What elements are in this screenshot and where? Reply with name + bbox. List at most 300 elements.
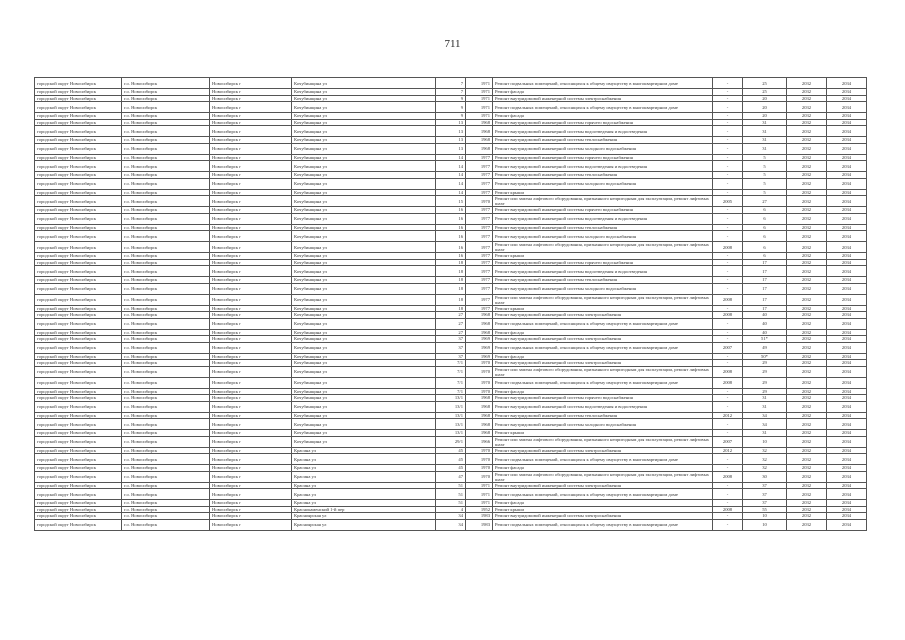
wear-cell: 6 xyxy=(743,231,787,242)
city-cell: Новосибирск г xyxy=(210,213,292,224)
city-cell: Новосибирск г xyxy=(210,102,292,113)
wear-cell: 6 xyxy=(743,213,787,224)
district-cell: г.о. Новосибирск xyxy=(122,143,210,154)
street-cell: Кочубинщина ул xyxy=(292,102,436,113)
last-repair-cell: - xyxy=(713,161,743,172)
city-cell: Новосибирск г xyxy=(210,519,292,530)
work-type-cell: Ремонт внутридомовой инженерной системы водоотведения и водоотведения xyxy=(493,161,713,172)
municipality-cell: городской округ Новосибирск xyxy=(35,95,122,102)
plan-end-cell: 2034 xyxy=(827,89,867,96)
district-cell: г.о. Новосибирск xyxy=(122,178,210,189)
street-cell: Кочубинщина ул xyxy=(292,172,436,179)
street-cell: Красина ул xyxy=(292,454,436,465)
plan-end-cell: 2034 xyxy=(827,102,867,113)
plan-end-cell: 2034 xyxy=(827,95,867,102)
district-cell: г.о. Новосибирск xyxy=(122,126,210,137)
city-cell: Новосибирск г xyxy=(210,500,292,507)
street-cell: Кочубинщина ул xyxy=(292,178,436,189)
street-cell: Кочубинщина ул xyxy=(292,266,436,277)
wear-cell: 27 xyxy=(743,196,787,207)
year-built-cell: 1971 xyxy=(466,78,493,89)
city-cell: Новосибирск г xyxy=(210,353,292,360)
plan-end-cell: 2034 xyxy=(827,342,867,353)
last-repair-cell: - xyxy=(713,259,743,266)
last-repair-cell: 2008 xyxy=(713,471,743,482)
year-built-cell: 1977 xyxy=(466,231,493,242)
plan-end-cell: 2034 xyxy=(827,266,867,277)
house-cell: 7 xyxy=(436,89,466,96)
house-cell: 51 xyxy=(436,500,466,507)
district-cell: г.о. Новосибирск xyxy=(122,395,210,402)
last-repair-cell: 2008 xyxy=(713,294,743,305)
city-cell: Новосибирск г xyxy=(210,419,292,430)
street-cell: Кочубинщина ул xyxy=(292,342,436,353)
work-type-cell: Ремонт подвальных помещений, относящихся к общему имуществу в многоквартирном доме xyxy=(493,78,713,89)
year-built-cell: 1977 xyxy=(466,294,493,305)
work-type-cell: Ремонт фасада xyxy=(493,113,713,120)
wear-cell: 49 xyxy=(743,342,787,353)
wear-cell: 37 xyxy=(743,500,787,507)
city-cell: Новосибирск г xyxy=(210,172,292,179)
wear-cell: 31 xyxy=(743,143,787,154)
city-cell: Новосибирск г xyxy=(210,154,292,161)
district-cell: г.о. Новосибирск xyxy=(122,342,210,353)
district-cell: г.о. Новосибирск xyxy=(122,412,210,419)
plan-start-cell: 2032 xyxy=(787,465,827,472)
table-row xyxy=(35,489,867,500)
work-type-cell: Ремонт внутридомовой инженерной системы водоотведения и водоотведения xyxy=(493,213,713,224)
street-cell: Кочубинщина ул xyxy=(292,253,436,260)
house-cell: 37 xyxy=(436,342,466,353)
house-cell: 14 xyxy=(436,154,466,161)
house-cell: 7 xyxy=(436,78,466,89)
plan-start-cell: 2032 xyxy=(787,318,827,329)
work-type-cell: Ремонт внутридомовой инженерной системы холодного водоснабжения xyxy=(493,231,713,242)
plan-end-cell: 2034 xyxy=(827,519,867,530)
house-cell: 16 xyxy=(436,242,466,253)
city-cell: Новосибирск г xyxy=(210,506,292,513)
last-repair-cell: - xyxy=(713,500,743,507)
district-cell: г.о. Новосибирск xyxy=(122,95,210,102)
plan-end-cell: 2034 xyxy=(827,178,867,189)
last-repair-cell: - xyxy=(713,454,743,465)
district-cell: г.о. Новосибирск xyxy=(122,482,210,489)
city-cell: Новосибирск г xyxy=(210,395,292,402)
street-cell: Кочубинщина ул xyxy=(292,395,436,402)
municipality-cell: городской округ Новосибирск xyxy=(35,500,122,507)
work-type-cell: Ремонт крыши xyxy=(493,189,713,196)
house-cell: 45 xyxy=(436,447,466,454)
year-built-cell: 1977 xyxy=(466,242,493,253)
table-row xyxy=(35,419,867,430)
last-repair-cell: 2012 xyxy=(713,412,743,419)
year-built-cell: 1968 xyxy=(466,119,493,126)
work-type-cell: Ремонт внутридомовой инженерной системы горячего водоснабжения xyxy=(493,259,713,266)
plan-start-cell: 2032 xyxy=(787,178,827,189)
municipality-cell: городской округ Новосибирск xyxy=(35,519,122,530)
plan-start-cell: 2032 xyxy=(787,454,827,465)
house-cell: 37 xyxy=(436,353,466,360)
plan-end-cell: 2034 xyxy=(827,353,867,360)
plan-start-cell: 2032 xyxy=(787,126,827,137)
work-type-cell: Ремонт крыши xyxy=(493,506,713,513)
table-row xyxy=(35,283,867,294)
wear-cell: 31 xyxy=(743,395,787,402)
last-repair-cell: - xyxy=(713,213,743,224)
city-cell: Новосибирск г xyxy=(210,312,292,319)
house-cell: 16 xyxy=(436,207,466,214)
plan-end-cell: 2034 xyxy=(827,489,867,500)
municipality-cell: городской округ Новосибирск xyxy=(35,447,122,454)
wear-cell: 25 xyxy=(743,78,787,89)
plan-start-cell: 2032 xyxy=(787,89,827,96)
municipality-cell: городской округ Новосибирск xyxy=(35,231,122,242)
district-cell: г.о. Новосибирск xyxy=(122,489,210,500)
plan-start-cell: 2032 xyxy=(787,161,827,172)
house-cell: 13 xyxy=(436,137,466,144)
street-cell: Кочубинщина ул xyxy=(292,353,436,360)
municipality-cell: городской округ Новосибирск xyxy=(35,465,122,472)
house-cell: 45 xyxy=(436,465,466,472)
table-row xyxy=(35,196,867,207)
last-repair-cell: 2007 xyxy=(713,436,743,447)
last-repair-cell: - xyxy=(713,388,743,395)
year-built-cell: 1968 xyxy=(466,318,493,329)
street-cell: Краснокаменский 1-й пер xyxy=(292,506,436,513)
last-repair-cell: - xyxy=(713,78,743,89)
plan-start-cell: 2032 xyxy=(787,366,827,377)
work-type-cell: Ремонт внутридомовой инженерной системы электроснабжения xyxy=(493,360,713,367)
work-type-cell: Ремонт или замена лифтового оборудования, признанного непригодным для эксплуатации, ремонт лифтовых шахт xyxy=(493,436,713,447)
district-cell: г.о. Новосибирск xyxy=(122,213,210,224)
district-cell: г.о. Новосибирск xyxy=(122,224,210,231)
work-type-cell: Ремонт крыши xyxy=(493,430,713,437)
city-cell: Новосибирск г xyxy=(210,412,292,419)
municipality-cell: городской округ Новосибирск xyxy=(35,137,122,144)
plan-start-cell: 2032 xyxy=(787,412,827,419)
plan-end-cell: 2034 xyxy=(827,242,867,253)
district-cell: г.о. Новосибирск xyxy=(122,253,210,260)
work-type-cell: Ремонт подвальных помещений, относящихся к общему имуществу в многоквартирном доме xyxy=(493,102,713,113)
work-type-cell: Ремонт или замена лифтового оборудования, признанного непригодным для эксплуатации, ремонт лифтовых шахт xyxy=(493,471,713,482)
house-cell: 14 xyxy=(436,172,466,179)
plan-start-cell: 2032 xyxy=(787,95,827,102)
house-cell: 37 xyxy=(436,336,466,343)
last-repair-cell: - xyxy=(713,137,743,144)
last-repair-cell: 2005 xyxy=(713,196,743,207)
district-cell: г.о. Новосибирск xyxy=(122,242,210,253)
wear-cell: 37 xyxy=(743,489,787,500)
city-cell: Новосибирск г xyxy=(210,95,292,102)
district-cell: г.о. Новосибирск xyxy=(122,447,210,454)
municipality-cell: городской округ Новосибирск xyxy=(35,513,122,520)
municipality-cell: городской округ Новосибирск xyxy=(35,207,122,214)
year-built-cell: 1977 xyxy=(466,178,493,189)
year-built-cell: 1977 xyxy=(466,213,493,224)
last-repair-cell: - xyxy=(713,253,743,260)
house-cell: 27 xyxy=(436,329,466,336)
work-type-cell: Ремонт внутридомовой инженерной системы теплоснабжения xyxy=(493,137,713,144)
work-type-cell: Ремонт внутридомовой инженерной системы теплоснабжения xyxy=(493,172,713,179)
wear-cell: 6 xyxy=(743,207,787,214)
work-type-cell: Ремонт фасада xyxy=(493,329,713,336)
last-repair-cell: - xyxy=(713,318,743,329)
table-row xyxy=(35,318,867,329)
wear-cell: 31 xyxy=(743,430,787,437)
district-cell: г.о. Новосибирск xyxy=(122,161,210,172)
street-cell: Кочубинщина ул xyxy=(292,419,436,430)
municipality-cell: городской округ Новосибирск xyxy=(35,329,122,336)
municipality-cell: городской округ Новосибирск xyxy=(35,78,122,89)
table-row xyxy=(35,242,867,253)
street-cell: Красина ул xyxy=(292,447,436,454)
district-cell: г.о. Новосибирск xyxy=(122,231,210,242)
year-built-cell: 1971 xyxy=(466,482,493,489)
year-built-cell: 1977 xyxy=(466,161,493,172)
district-cell: г.о. Новосибирск xyxy=(122,172,210,179)
work-type-cell: Ремонт подвальных помещений, относящихся к общему имуществу в многоквартирном доме xyxy=(493,454,713,465)
plan-start-cell: 2032 xyxy=(787,436,827,447)
year-built-cell: 1968 xyxy=(466,401,493,412)
municipality-cell: городской округ Новосибирск xyxy=(35,178,122,189)
last-repair-cell: 2008 xyxy=(713,366,743,377)
street-cell: Кочубинщина ул xyxy=(292,231,436,242)
municipality-cell: городской округ Новосибирск xyxy=(35,253,122,260)
wear-cell: 50* xyxy=(743,353,787,360)
plan-start-cell: 2032 xyxy=(787,242,827,253)
house-cell: 16 xyxy=(436,253,466,260)
municipality-cell: городской округ Новосибирск xyxy=(35,342,122,353)
plan-end-cell: 2034 xyxy=(827,126,867,137)
year-built-cell: 1969 xyxy=(466,353,493,360)
year-built-cell: 1969 xyxy=(466,342,493,353)
street-cell: Кочубинщина ул xyxy=(292,224,436,231)
wear-cell: 40 xyxy=(743,329,787,336)
street-cell: Кочубинщина ул xyxy=(292,89,436,96)
year-built-cell: 1970 xyxy=(466,366,493,377)
district-cell: г.о. Новосибирск xyxy=(122,78,210,89)
house-cell: 14 xyxy=(436,189,466,196)
street-cell: Кочубинщина ул xyxy=(292,161,436,172)
table-row xyxy=(35,102,867,113)
district-cell: г.о. Новосибирск xyxy=(122,336,210,343)
last-repair-cell: - xyxy=(713,419,743,430)
plan-end-cell: 2034 xyxy=(827,161,867,172)
plan-end-cell: 2034 xyxy=(827,513,867,520)
house-cell: 9 xyxy=(436,102,466,113)
municipality-cell: городской округ Новосибирск xyxy=(35,143,122,154)
last-repair-cell: - xyxy=(713,102,743,113)
plan-end-cell: 2034 xyxy=(827,454,867,465)
wear-cell: 29 xyxy=(743,388,787,395)
city-cell: Новосибирск г xyxy=(210,489,292,500)
last-repair-cell: - xyxy=(713,126,743,137)
municipality-cell: городской округ Новосибирск xyxy=(35,401,122,412)
street-cell: Кочубинщина ул xyxy=(292,412,436,419)
municipality-cell: городской округ Новосибирск xyxy=(35,336,122,343)
year-built-cell: 1971 xyxy=(466,500,493,507)
wear-cell: 5 xyxy=(743,189,787,196)
municipality-cell: городской округ Новосибирск xyxy=(35,353,122,360)
plan-start-cell: 2032 xyxy=(787,489,827,500)
street-cell: Кочубинщина ул xyxy=(292,430,436,437)
city-cell: Новосибирск г xyxy=(210,430,292,437)
plan-start-cell: 2032 xyxy=(787,172,827,179)
municipality-cell: городской округ Новосибирск xyxy=(35,266,122,277)
plan-start-cell: 2032 xyxy=(787,259,827,266)
street-cell: Кочубинщина ул xyxy=(292,95,436,102)
municipality-cell: городской округ Новосибирск xyxy=(35,224,122,231)
year-built-cell: 1971 xyxy=(466,95,493,102)
plan-end-cell: 2034 xyxy=(827,336,867,343)
year-built-cell: 1977 xyxy=(466,189,493,196)
year-built-cell: 1977 xyxy=(466,305,493,312)
house-cell: 13/1 xyxy=(436,419,466,430)
municipality-cell: городской округ Новосибирск xyxy=(35,318,122,329)
city-cell: Новосибирск г xyxy=(210,143,292,154)
last-repair-cell: 2008 xyxy=(713,377,743,388)
wear-cell: 5 xyxy=(743,161,787,172)
street-cell: Красноярская ул xyxy=(292,513,436,520)
year-built-cell: 1970 xyxy=(466,447,493,454)
street-cell: Кочубинщина ул xyxy=(292,336,436,343)
table-row xyxy=(35,436,867,447)
last-repair-cell: - xyxy=(713,277,743,284)
municipality-cell: городской округ Новосибирск xyxy=(35,126,122,137)
house-cell: 18 xyxy=(436,259,466,266)
house-cell: 7/1 xyxy=(436,366,466,377)
table-row xyxy=(35,213,867,224)
work-type-cell: Ремонт или замена лифтового оборудования, признанного непригодным для эксплуатации, ремонт лифтовых шахт xyxy=(493,196,713,207)
city-cell: Новосибирск г xyxy=(210,231,292,242)
table-row xyxy=(35,178,867,189)
plan-start-cell: 2032 xyxy=(787,305,827,312)
plan-end-cell: 2034 xyxy=(827,119,867,126)
plan-start-cell: 2032 xyxy=(787,224,827,231)
district-cell: г.о. Новосибирск xyxy=(122,419,210,430)
last-repair-cell: 2007 xyxy=(713,342,743,353)
city-cell: Новосибирск г xyxy=(210,196,292,207)
plan-end-cell: 2034 xyxy=(827,224,867,231)
municipality-cell: городской округ Новосибирск xyxy=(35,482,122,489)
plan-end-cell: 2034 xyxy=(827,500,867,507)
municipality-cell: городской округ Новосибирск xyxy=(35,436,122,447)
district-cell: г.о. Новосибирск xyxy=(122,189,210,196)
plan-end-cell: 2034 xyxy=(827,207,867,214)
last-repair-cell: - xyxy=(713,360,743,367)
last-repair-cell: - xyxy=(713,430,743,437)
year-built-cell: 1968 xyxy=(466,412,493,419)
street-cell: Кочубинщина ул xyxy=(292,305,436,312)
plan-start-cell: 2032 xyxy=(787,283,827,294)
year-built-cell: 1968 xyxy=(466,143,493,154)
work-type-cell: Ремонт фасада xyxy=(493,89,713,96)
year-built-cell: 1968 xyxy=(466,137,493,144)
city-cell: Новосибирск г xyxy=(210,336,292,343)
work-type-cell: Ремонт внутридомовой инженерной системы электроснабжения xyxy=(493,447,713,454)
work-type-cell: Ремонт или замена лифтового оборудования, признанного непригодным для эксплуатации, ремонт лифтовых шахт xyxy=(493,242,713,253)
house-cell: 34 xyxy=(436,519,466,530)
year-built-cell: 1977 xyxy=(466,266,493,277)
municipality-cell: городской округ Новосибирск xyxy=(35,419,122,430)
work-type-cell: Ремонт или замена лифтового оборудования, признанного непригодным для эксплуатации, ремонт лифтовых шахт xyxy=(493,366,713,377)
plan-start-cell: 2032 xyxy=(787,329,827,336)
plan-start-cell: 2032 xyxy=(787,277,827,284)
last-repair-cell: - xyxy=(713,224,743,231)
plan-start-cell: 2032 xyxy=(787,471,827,482)
district-cell: г.о. Новосибирск xyxy=(122,500,210,507)
wear-cell: 31 xyxy=(743,126,787,137)
street-cell: Кочубинщина ул xyxy=(292,277,436,284)
plan-end-cell: 2034 xyxy=(827,388,867,395)
district-cell: г.о. Новосибирск xyxy=(122,305,210,312)
table-row xyxy=(35,126,867,137)
work-type-cell: Ремонт внутридомовой инженерной системы теплоснабжения xyxy=(493,412,713,419)
wear-cell: 17 xyxy=(743,283,787,294)
district-cell: г.о. Новосибирск xyxy=(122,471,210,482)
page-number: 711 xyxy=(444,38,461,50)
plan-end-cell: 2034 xyxy=(827,430,867,437)
city-cell: Новосибирск г xyxy=(210,377,292,388)
plan-end-cell: 2034 xyxy=(827,419,867,430)
plan-end-cell: 2034 xyxy=(827,465,867,472)
plan-start-cell: 2032 xyxy=(787,342,827,353)
wear-cell: 25 xyxy=(743,89,787,96)
district-cell: г.о. Новосибирск xyxy=(122,277,210,284)
district-cell: г.о. Новосибирск xyxy=(122,196,210,207)
table-row xyxy=(35,78,867,89)
municipality-cell: городской округ Новосибирск xyxy=(35,395,122,402)
municipality-cell: городской округ Новосибирск xyxy=(35,283,122,294)
city-cell: Новосибирск г xyxy=(210,137,292,144)
district-cell: г.о. Новосибирск xyxy=(122,401,210,412)
district-cell: г.о. Новосибирск xyxy=(122,360,210,367)
plan-start-cell: 2032 xyxy=(787,353,827,360)
last-repair-cell: 2008 xyxy=(713,312,743,319)
wear-cell: 5 xyxy=(743,178,787,189)
year-built-cell: 1968 xyxy=(466,126,493,137)
plan-end-cell: 2034 xyxy=(827,482,867,489)
table-row xyxy=(35,294,867,305)
street-cell: Кочубинщина ул xyxy=(292,143,436,154)
plan-start-cell: 2032 xyxy=(787,189,827,196)
street-cell: Кочубинщина ул xyxy=(292,126,436,137)
wear-cell: 10 xyxy=(743,519,787,530)
house-cell: 18 xyxy=(436,305,466,312)
wear-cell: 10 xyxy=(743,513,787,520)
table-row xyxy=(35,377,867,388)
house-cell: 51 xyxy=(436,489,466,500)
plan-start-cell: 2032 xyxy=(787,482,827,489)
plan-end-cell: 2034 xyxy=(827,213,867,224)
city-cell: Новосибирск г xyxy=(210,329,292,336)
plan-end-cell: 2034 xyxy=(827,143,867,154)
work-type-cell: Ремонт внутридомовой инженерной системы холодного водоснабжения xyxy=(493,143,713,154)
year-built-cell: 1977 xyxy=(466,207,493,214)
wear-cell: 31 xyxy=(743,119,787,126)
municipality-cell: городской округ Новосибирск xyxy=(35,119,122,126)
table-row xyxy=(35,143,867,154)
street-cell: Кочубинщина ул xyxy=(292,259,436,266)
table-row xyxy=(35,471,867,482)
house-cell: 15 xyxy=(436,196,466,207)
city-cell: Новосибирск г xyxy=(210,89,292,96)
wear-cell: 32 xyxy=(743,465,787,472)
city-cell: Новосибирск г xyxy=(210,242,292,253)
municipality-cell: городской округ Новосибирск xyxy=(35,305,122,312)
street-cell: Кочубинщина ул xyxy=(292,436,436,447)
municipality-cell: городской округ Новосибирск xyxy=(35,242,122,253)
